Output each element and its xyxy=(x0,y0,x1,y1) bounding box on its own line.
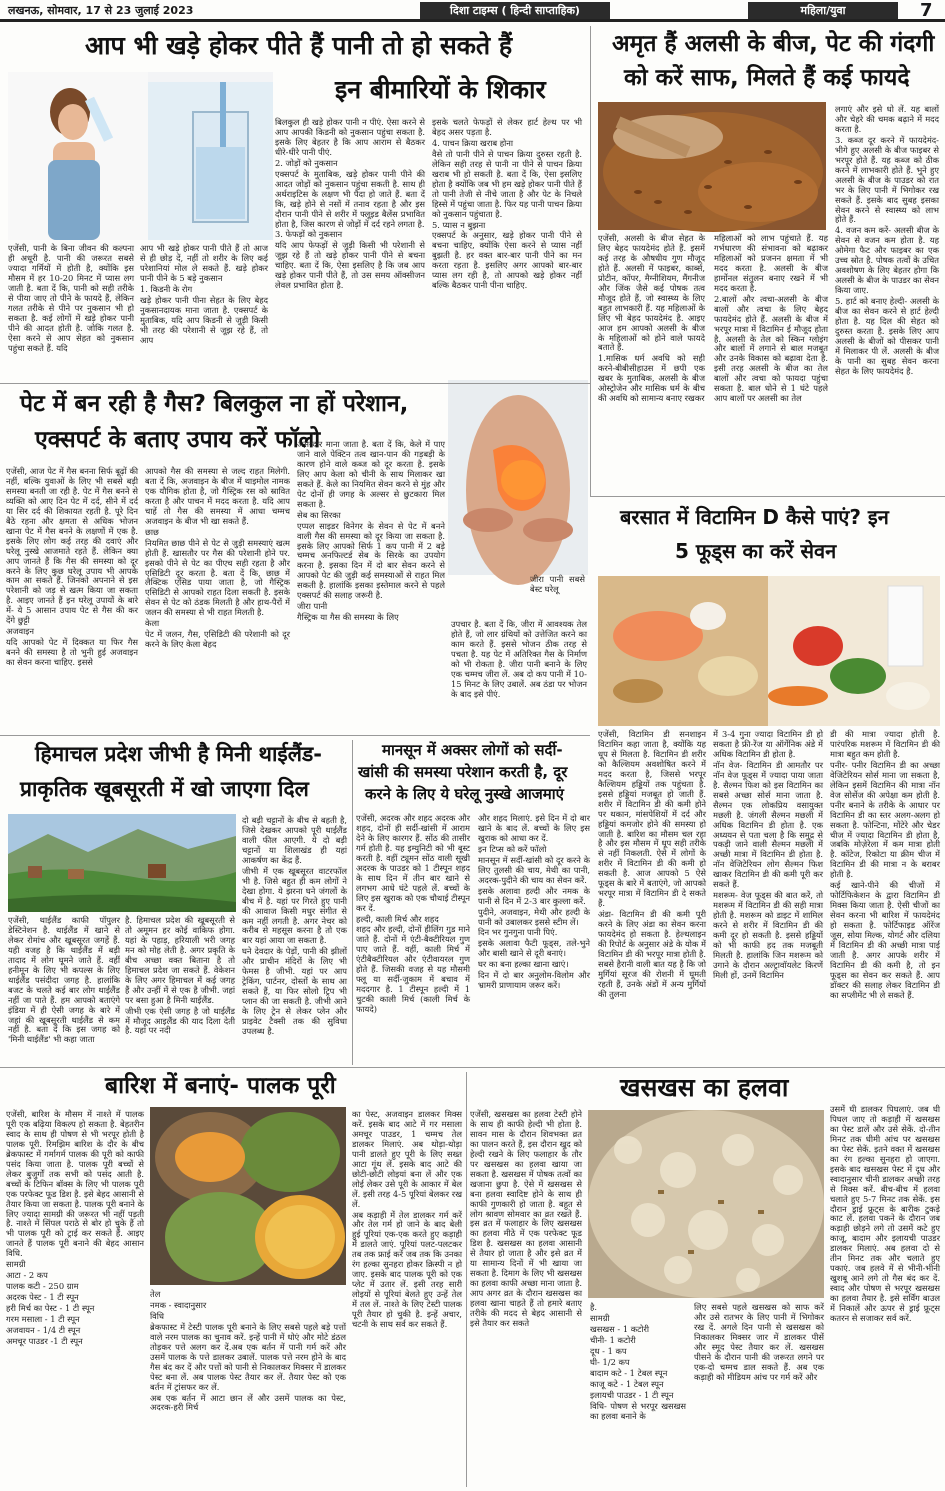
himachal-col-2: है. हिमाचल प्रदेश की खूबसूरती से तो अमूमन हर कोई वाकिफ होगा. यहां के पहाड़, हरियाली भरी जगह मन को मोह लेती है. अगर प्रकृति के बीच अच्छा वक्त बिताना है तो हिमाचल प्रदेश जा सकते हैं. वेकेशन के लिए अगर हिमाचल में कई जगह हैं और उन्हीं में से एक है जीभी. जहां पर बसा हुआ है मिनी थाईलैंड. जीभी एक ऐसी जगह है जो थाईलैंड में मौजूद आइलैंड की याद दिला देती है. यहां पर नदी xyxy=(125,915,235,1036)
vitamin-d-foods-photo xyxy=(598,576,940,726)
flax-headline-1: अमृत हैं अलसी के बीज, पेट की गंदगी xyxy=(612,31,935,57)
divider xyxy=(352,740,353,1065)
section-label: महिला/युवा xyxy=(748,2,898,19)
halwa-col-2: लिए सबसे पहले खसखस को साफ करें और उसे रातभर के लिए पानी में भिगोकर रख दें. अगले दिन पानी से खसखस को निकालकर मिक्सर जार में डालकर पीसें और स्मूद पेस्ट तैयार कर लें. खसखस पीसने के दौरान पानी की जरूरत लगने पर एक-दो चम्मच डाल सकते हैं. अब एक कड़ाही को मीडियम आंच पर गर्म करें और xyxy=(694,1302,824,1382)
dateline: लखनऊ, सोमवार, 17 से 23 जुलाई 2023 xyxy=(8,4,194,17)
monsoon-headline-3: करने के लिए ये घरेलू नुस्खे आजमाएं xyxy=(365,785,564,803)
flax-headline-2: को करें साफ, मिलते हैं कई फायदे xyxy=(624,65,910,91)
water-col-1: एजेंसी, पानी के बिना जीवन की कल्पना ही अधूरी है. पानी की जरूरत सबसे ज्यादा गर्मियों में होती है, क्योंकि इस मौसम में हर 10-20 मिनट में प्यास लग जाती है. बता दें कि, पानी को सही तरीके से पीया जाए तो पीने के फायदे हैं, लेकिन गलत तरीके से पीने पर नुकसान भी हो सकता है. कई लोगों में खड़े होकर पानी पीने की आदत होती है. जोकि गलत है. ऐसा करने से आप सेहत को नुकसान पहुंचा सकते हैं. यदि xyxy=(8,243,134,353)
palak-col-3: का पेस्ट, अजवाइन डालकर मिक्स करें. इसके बाद आटे में गर मसाला अमचूर पाउडर, 1 चम्मच तेल डालकर मिलाएं. अब थोड़ा-थोड़ा पानी डालते हुए पूरी के लिए सख्त आटा गूंथ लें. इसके बाद आटे की छोटी-छोटी लोइयां बना लें और एक लोई लेकर उसे पूरी के आकार में बेल लें. इसी तरह 4-5 पूरियां बेलकर रख लें. अब कड़ाही में तेल डालकर गर्म करें और तेल गर्म हो जाने के बाद बेली हुई पूरियां एक-एक करते हुए कड़ाही में डालते जाएं. पूरियां पलट-पलटकर तब तक फ्राई करें जब तक कि उनका रंग हल्का सुनहरा होकर क्रिस्पी न हो जाए. इसके बाद पालक पूरी को एक प्लेट में उतार लें. इसी तरह सारी लोइयों से पूरियां बेलते हुए उन्हें तेल में तल लें. नाश्ते के लिए टेस्टी पालक पूरी तैयार हो चुकी है. इन्हें अचार, चटनी के साथ सर्व कर सकते हैं. xyxy=(352,1109,462,1330)
monsoon-col-1: एजेंसी, अदरक और शहद अदरक और शहद, दोनों ही सर्दी-खांसी में आराम देने के लिए कारगर हैं. सोंठ की तासीर गर्म होती है. यह इम्युनिटी को भी बूस्ट करती है. वहीं ट्यूमन सोंठ वाली सूखी अदरक के पाउडर को 1 टीस्पून शहद के साथ दिन में तीन बार खाने से लगभग आधे घंटे पहले लें. बच्चों के लिए इस खुराक को एक चौथाई टीस्पून कर दें. हल्दी, काली मिर्च और शहद शहद और हल्दी, दोनों हीलिंग गुड माने जाते हैं. दोनों में एंटी-बैक्टीरियल गुण पाए जाते हैं. वहीं, काली मिर्च में एंटीबैक्टीरियल और एंटीवायरल गुण होते हैं. जिसकी वजह से यह मौसमी फ्लू या सर्दी-जुकाम में बचाव में मददगार है. 1 टीस्पून हल्दी में 1 चुटकी काली मिर्च (काली मिर्च के फायदे) xyxy=(356,813,470,1015)
flax-col-1: एजेंसी, अलसी के बीज सेहत के लिए बेहद फायदेमंद होते हैं. इसमें कई तरह के औषधीय गुण मौजूद होते हैं. अलसी में फाइबर, कार्ब्स, प्रोटीन, कॉपर, मैग्नीशियम, मैंगनीज और जिंक जैसे कई पोषक तत्व मौजूद होते हैं, जो स्वास्थ्य के लिए बहुत लाभकारी हैं. यह महिलाओं के लिए भी बेहद फायदेमंद है. आइए आज हम आपको अलसी के बीज के महिलाओं को होने वाले फायदे बताते हैं. 1.मासिक धर्म अवधि को सही करने-बीबीसीहाउस में छपी एक खबर के मुताबिक, अलसी के बीज ओस्ट्रोजेन और मासिक धर्म के बीच की अवधि को सामान्य बनाए रखकर xyxy=(598,233,705,404)
himachal-headline-1: हिमाचल प्रदेश जीभी है मिनी थाईलैंड- xyxy=(35,742,322,766)
gas-headline-1: पेट में बन रही है गैस? बिलकुल ना हों परेशान, xyxy=(20,391,409,417)
water-col-2: आप भी खड़े होकर पानी पीते हैं तो आज से ही छोड़ दें, नहीं तो शरीर के लिए कई परेशानियां मोल ले सकते हैं. खड़े होकर पानी पीने के 5 बड़े नुकसान 1. किडनी के रोग खड़े होकर पानी पीना सेहत के लिए बेहद नुकसानदायक माना जाता है. एक्सपर्ट के मुताबिक, यदि आप किडनी से जुड़ी किसी भी तरह की परेशानी से जूझ रहे हैं, तो आप xyxy=(140,243,268,345)
water-headline-1: आप भी खड़े होकर पीते हैं पानी तो हो सकते हैं xyxy=(85,31,513,60)
gas-col-1: एजेंसी, आज पेट में गैस बनना सिर्फ बूढ़ों की नहीं, बल्कि युवाओं के लिए भी सबसे बड़ी समस्या बनती जा रही है. पेट में गैस बनने से व्यक्ति को आए दिन पेट में दर्द, सीने में दर्द या सिर दर्द की शिकायत रहती है. पूरे दिन बैठे रहना और क्षमता से अधिक भोजन खाना पेट में गैस बनने के लक्षणों में एक है. इसके लिए लोग कई तरह की दवाएं और घरेलू नुस्खे आजमाते रहते हैं. लेकिन क्या आप जानते हैं कि गैस की समस्या को दूर करने के लिए कुछ घरेलू उपाय भी आपके काम आ सकते हैं. जिनको अपनाने से इस परेशानी को जड़ से खत्म किया जा सकता है. आइए जानते हैं इन घरेलू उपायों के बारे में- ये 5 आसान उपाय पेट से गैस की कर देंगे छुट्टी अजवाइन यदि आपको पेट में दिक्कत या फिर गैस बनने की समस्या है तो भुनी हुई अजवाइन का सेवन करना चाहिए. इससे xyxy=(6,466,138,668)
palak-puri-photo xyxy=(150,1107,346,1285)
divider xyxy=(0,735,590,736)
halwa-col-1: एजेंसी, खसखस का हलवा टेस्टी होने के साथ ही काफी हेल्दी भी होता है. सावन मास के दौरान शिवभक्त व्रत का पालन करते हैं, इस दौरान खुद को हेल्दी रखने के लिए फलाहार के तौर पर खसखस का हलवा खाया जा सकता है. खसखस में पोषक तत्वों का खजाना छुपा है. ऐसे में खसखस से बना हलवा स्वादिष्ट होने के साथ ही काफी गुणकारी हो जाता है. बहुत से लोग श्रावण सोमवार का व्रत रखते हैं. इस व्रत में फलाहार के लिए खसखस का हलवा मीठे में एक परफेक्ट फूड डिश है. खसखस का हलवा आसानी से तैयार हो जाता है और इसे व्रत में या सामान्य दिनों में भी खाया जा सकता है. दिमाग के लिए भी खसखस का हलवा काफी अच्छा माना जाता है. आप अगर व्रत के दौरान खसखस का हलवा खाना चाहते हैं तो हमारे बताए तरीके की मदद से बेहद आसानी से इसे तैयार कर सकते xyxy=(470,1109,582,1329)
himachal-col-3: दो बड़ी चट्टानों के बीच से बहती है, जिसे देखकर आपको पूरी थाईलैंड वाली फील आएगी. ये दो बड़ी चट्टानों या शिलाखंड ही यहां आकर्षण का केंद्र हैं. जीभी में एक खूबसूरत वाटरफॉल भी है. जिसे बहुत ही कम लोगों ने देखा होगा. ये झरना घने जंगलों के बीच में है. यहां पर गिरते हुए पानी की आवाज किसी मधुर संगीत से कम नहीं लगती है. अगर नेचर को करीब से महसूस करना है तो एक बार यहां आया जा सकता है. घने देवदार के पेड़ों, पानी की झीलों और प्राचीन मंदिरों के लिए भी फेमस है जीभी. यहां पर आप ट्रेकिंग, पार्टनर, दोस्तों के साथ आ सकते हैं, या फिर सोलो ट्रिप भी प्लान की जा सकती है. जीभी आने के लिए ट्रेन से लेकर प्लेन और प्राइवेट टैक्सी तक की सुविधा उपलब्ध है. xyxy=(242,815,347,1037)
flax-col-2: महिलाओं को लाभ पहुंचाते हैं. यह गर्भधारण की संभावना को बढ़ाकर महिलाओं को प्रजनन क्षमता में भी मदद करता है. अलसी के बीज हार्मोनल संतुलन बनाए रखने में भी मदद करता है. 2.बालों और त्वचा-अलसी के बीज बालों और त्वचा के लिए बेहद फायदेमंद होते हैं. अलसी के बीज में भरपूर मात्रा में विटामिन ई मौजूद होता है. अलसी के तेल को स्किन ग्लोइंग और बालों में लगाने से बाल मजबूत और उनके विकास को बढ़ावा देता है. इसी तरह अलसी के बीज का तेल बालों और त्वचा को फायदा पहुंचा सकता है. बाल धोने से 1 घंटे पहले आप बालों पर अलसी का तेल xyxy=(714,233,828,404)
jibhi-landscape-photo xyxy=(8,814,236,912)
water-headline-2: इन बीमारियों के शिकार xyxy=(335,75,546,104)
masthead xyxy=(0,0,945,22)
divider xyxy=(590,496,945,497)
halwa-headline: खसखस का हलवा xyxy=(620,1073,789,1102)
gas-headline-2: एक्सपर्ट के बताए उपाय करें फॉलो xyxy=(35,427,321,453)
vitd-col-2: में 3-4 गुना ज्यादा विटामिन डी हो सकता है फ्री-रेंज या ऑर्गेनिक अंडे में अधिक विटामिन डी होता है. नॉन वेज- विटामिन डी आमतौर पर नॉन वेज फूड्स में ज्यादा पाया जाता है. सैल्मन फिश को इस विटामिन का सबसे अच्छा सोर्स माना जाता है. सैल्मन एक लोकप्रिय वसायुक्त मछली है. जंगली सैल्मन मछली में अधिक विटामिन डी होता है. एक अध्ययन से पता चला है कि समुद्र से पकड़ी जाने वाली सैल्मन मछली में अच्छी मात्रा में विटामिन डी होता है. नॉन वेजिटेरियन लोग सैल्मन फिश खाकर विटामिन डी की कमी पूरी कर सकते हैं. मशरूम- वेज फूड्स की बात करें, तो मशरूम में विटामिन डी की सही मात्रा होती है. मशरूम को डाइट में शामिल करने से शरीर में विटामिन डी की कमी दूर हो सकती है. इससे हड्डियों को भी काफी हद तक मजबूती मिलती है. हालांकि जिन मशरूम को उगाने के दौरान अल्ट्रावॉयलेट किरणें मिली हों, उनमें विटामिन xyxy=(713,729,823,980)
flax-col-3: लगाएं और इसे धो लें. यह बालों और चेहरे की चमक बढ़ाने में मदद करता है. 3. कब्ज दूर करने में फायदेमंद- भीगे हुए अलसी के बीज फाइबर से भरपूर होते हैं. यह कब्ज को ठीक करने में लाभकारी होते हैं. भुने हुए अलसी के बीज के पाउडर को रात भर के लिए पानी में भिगोकर रख सकते हैं. इसके बाद सुबह इसका सेवन करने से स्वास्थ्य को लाभ होते हैं. 4. वजन कम करें- अलसी बीज के सेवन से वजन कम होता है. यह ओमेगा फैट और फाइबर का एक उच्च स्रोत है. पोषक तत्वों के उचित अवशोषण के लिए बेहतर होगा कि अलसी के बीज के पाउडर का सेवन किया जाए. 5. हार्ट को बनाए हेल्दी- अलसी के बीज का सेवन करने से हार्ट हेल्दी होता है. यह दिल की सेहत को दुरुस्त करता है. इसके लिए आप अलसी के बीजों को पीसकर पानी में मिलाकर पी लें. अलसी के बीज के पानी का सुबह सेवन करना सेहत के लिए फायदेमंद है. xyxy=(835,104,939,376)
vitd-col-3: डी की मात्रा ज्यादा होती है. पारंपरिक मशरूम में विटामिन डी की मात्रा बहुत कम होती है. पनीर- पनीर विटामिन डी का अच्छा वेजिटेरियन सोर्स माना जा सकता है, लेकिन इसमें विटामिन की मात्रा नॉन वेज सोर्सेज की अपेक्षा कम होती है. पनीर बनाने के तरीके के आधार पर विटामिन डी का स्तर अलग-अलग हो सकता है. फोन्टिना, मोंटेरे और चेडर चीज में ज्यादा विटामिन डी होता है, जबकि मोज़ेरेला में कम मात्रा होती है. कॉटेज, रिकोटा या क्रीम चीज में विटामिन डी की मात्रा न के बराबर होती है. कई खाने-पीने की चीजों में फोर्टिफिकेशन के द्वारा विटामिन डी मिक्स किया जाता है. ऐसी चीजों का सेवन करना भी बारिश में फायदेमंद हो सकता है. फोर्टिफाइड ऑरेंज जूस, सोया मिल्क, योगर्ट और दलिया में विटामिन डी की अच्छी मात्रा पाई जाती है. अगर आपके शरीर में विटामिन डी की कमी है, तो इन फूड्स का सेवन कर सकते हैं. आप डॉक्टर की सलाह लेकर विटामिन डी का सप्लीमेंट भी ले सकते हैं. xyxy=(830,729,940,1000)
stomach-ache-photo xyxy=(448,380,588,575)
himachal-col-1: एजेंसी, थाईलैंड काफी पॉपुलर डेस्टिनेशन है. थाईलैंड में खाने से लेकर रोमांच और खूबसूरत जगहें हैं. यही वजह है कि थाईलैंड में बड़ी तादाद में लोग घूमने जाते हैं. वहीं हनीमून के लिए भी कपल्स के लिए थाईलैंड पसंदीदा जगह है. हालांकि बजट के चलते कई बार लोग थाईलैंड नहीं जा पाते हैं. हम आपको बताएंगे इंडिया में ही ऐसी जगह के बारे में जहां की खूबसूरती थाईलैंड से कम नहीं है. बता दें कि इस जगह को 'मिनी थाईलैंड' भी कहा जाता xyxy=(8,915,120,1045)
divider xyxy=(466,1072,467,1487)
monsoon-col-2: और शहद मिलाएं. इसे दिन में दो बार खाने के बाद लें. बच्चों के लिए इस खुराक को आधा कर दें. इन टिप्स को करें फॉलो मानसून में सर्दी-खांसी को दूर करने के लिए तुलसी की चाय, मेथी का पानी, अदरक-पुदीने की चाय का सेवन करें. इसके अलावा हल्दी और नमक के पानी से दिन में 2-3 बार कुल्ला करें. पुदीने, अजवाइन, मेथी और हल्दी के पानी को उबालकर इससे स्टीम लें। दिन भर गुनगुना पानी पिएं. इसके अलावा फैटी फूड्स, तले-भुने और बासी खाने से दूरी बनाएं। घर का बना हल्का खाना खाएं। दिन में दो बार अनुलोम-विलोम और भ्रामरी प्राणायाम जरूर करें। xyxy=(478,813,590,991)
flax-seeds-photo xyxy=(598,102,826,230)
gas-col-4a: जीरा पानी सबसे बेस्ट घरेलू xyxy=(530,574,585,594)
woman-drinking-water-photo xyxy=(8,72,273,240)
gas-col-3: असरदार माना जाता है. बता दें कि, केले में पाए जाने वाले पेक्टिन तत्व खान-पान की गड़बड़ी के कारण होने वाले कब्ज को दूर करता है. इसके लिए आप केला को चीनी के साथ मिलाकर खा सकते हैं. केले का नियमित सेवन करने से मुंह और पेट दोनों ही जगह के अल्सर से छुटकारा मिल सकता है. सेब का सिरका एप्पल साइडर विनेगर के सेवन से पेट में बनने वाली गैस की समस्या को दूर किया जा सकता है. इसके लिए आपको सिर्फ 1 कप पानी में 2 बड़े चम्मच अनफिल्टर्ड सेब के सिरके का उपयोग करना है. इसका दिन में दो बार सेवन करने से आपको पेट की जुड़ी कई समस्याओं से राहत मिल सकती है. हालांकि इसका इस्तेमाल करने से पहले एक्सपर्ट की सलाह जरूरी है. जीरा पानी गैस्ट्रिक या गैस की समस्या के लिए xyxy=(297,439,445,623)
palak-col-1: एजेंसी, बारिश के मौसम में नाश्ते में पालक पूरी एक बढ़िया विकल्प हो सकता है. बेहतरीन स्वाद के साथ ही पोषण से भी भरपूर होती है पालक पूरी. रिमझिम बारिश के दौर के बीच ब्रेकफास्ट में गर्मागर्म पालक की पूरी को काफी पसंद किया जाता है. पालक पूरी बच्चों से लेकर बुजुर्गों तक सभी को पसंद आती है. बच्चों के टिफिन बॉक्स के लिए भी पालक पूरी एक परफेक्ट फूड डिश है. इसे बेहद आसानी से तैयार किया जा सकता है. पालक पूरी बनाने के लिए ज्यादा सामग्री की जरूरत भी नहीं पड़ती है. नाश्ते में सिंपल पराठे से बोर हो चुके हैं तो भी पालक पूरी को ट्राई कर सकते हैं. आइए जानते हैं पालक पूरी बनाने की बेहद आसान विधि. सामग्री आटा - 2 कप पालक कटी - 250 ग्राम अदरक पेस्ट - 1 टी स्पून हरी मिर्च का पेस्ट - 1 टी स्पून गरम मसाला - 1 टी स्पून अजवायन - 1/4 टी स्पून अमचूर पाउडर -1 टी स्पून xyxy=(6,1109,144,1346)
vitd-headline-2: 5 फूड्स का करें सेवन xyxy=(675,539,837,563)
halwa-col-3: उसमें घी डालकर पिघलाएं. जब घी पिघल जाए तो कड़ाही में खसखस का पेस्ट डालें और उसे सेकें. दो-तीन मिनट तक धीमी आंच पर खसखस का पेस्ट सेकें. इतने वक्त में खसखस का रंग हल्का सुनहरा हो जाएगा. इसके बाद खसखस पेस्ट में दूध और स्वादानुसार चीनी डालकर अच्छी तरह से मिक्स करें. बीच-बीच में हलवा चलाते हुए 5-7 मिनट तक सेकें. इस दौरान ड्राई फ्रूट्स के बारीक टुकड़े काट लें. हलवा पकने के दौरान जब कड़ाही छोड़ने लगे तो उसमें कटे हुए काजू, बादाम और इलायची पाउडर डालकर मिलाएं. अब हलवा दो से तीन मिनट तक और चलाते हुए पकाएं. जब हलवे में से भीनी-भीनी खुशबू आने लगे तो गैस बंद कर दें. स्वाद और पोषण से भरपूर खसखस का हलवा तैयार है. इसे सर्विंग बाउल में निकालें और ऊपर से ड्राई फ्रूट्स कतरन से सजाकर सर्व करें. xyxy=(830,1104,940,1324)
khaskhas-halwa-photo xyxy=(588,1110,824,1298)
gas-col-4b: उपचार है. बता दें कि, जीरा में आवश्यक तेल होते हैं, जो लार ग्रंथियों को उत्तेजित करने का काम करते हैं. इससे भोजन ठीक तरह से पचता है. यह पेट में अतिरिक्त गैस के निर्माण को भी रोकता है. जीरा पानी बनाने के लिए एक चम्मच जीरा लें. अब दो कप पानी में 10-15 मिनट के लिए उबालें. अब ठंडा पर भोजन के बाद इसे पीएं. xyxy=(451,619,587,699)
paper-name: दिशा टाइम्स ( हिन्दी साप्ताहिक) xyxy=(420,2,610,19)
palak-col-2: तेल नमक - स्वादानुसार विधि ब्रेकफास्ट में टेस्टी पालक पूरी बनाने के लिए सबसे पहले बड़े पत्तों वाले नरम पालक का चुनाव करें. इन्हें पानी में धोएं और मोटे डंठल तोड़कर पत्ते अलग कर दें.अब एक बर्तन में पानी गर्म करें और उसमें पालक के पत्ते डालकर उबालें. पालक पत्ते नरम होने के बाद गैस बंद कर दें और पत्तों को पानी से निकालकर मिक्सर में डालकर पेस्ट बना लें. अब पालक पेस्ट तैयार कर लें. तैयार पेस्ट को एक बर्तन में ट्रांसफर कर लें. अब एक बर्तन में आटा छान लें और उसमें पालक का पेस्ट, अदरक-हरी मिर्च xyxy=(150,1289,346,1413)
palak-headline: बारिश में बनाएं- पालक पूरी xyxy=(105,1073,336,1099)
water-col-4: इसके चलते फेफड़ों से लेकर हार्ट हेल्थ पर भी बेहद असर पड़ता है. 4. पाचन क्रिया खराब होना वैसे तो पानी पीने से पाचन क्रिया दुरुस्त रहती है. लेकिन सही तरह से पानी ना पीने से पाचन क्रिया खराब भी हो सकती है. बता दें कि, ऐसा इसलिए होता है क्योंकि जब भी हम खड़े होकर पानी पीते हैं तो पानी तेजी से नीचे जाता है और पेट के निचले हिस्से में पहुंचा जाता है. फिर यह पानी पाचन क्रिया को नुकसान पहुंचाता है. 5. प्यास न बुझना एक्सपर्ट के अनुसार, खड़े होकर पानी पीने से बचना चाहिए, क्योंकि ऐसा करने से प्यास नहीं बुझती है. हर वक्त बार-बार पानी पीने का मन करता रहता है. इसलिए अगर आपको बार-बार प्यास लग रही है, तो आपको खड़े होकर नहीं बल्कि बैठकर पानी पीना चाहिए. xyxy=(432,117,582,291)
gas-col-2: आपको गैस की समस्या से जल्द राहत मिलेगी. बता दें कि, अजवाइन के बीज में थाइमोल नामक एक यौगिक होता है, जो गैस्ट्रिक रस को स्रावित करता है और पाचन में मदद करता है. यदि आप चाहें तो गैस की समस्या में आधा चम्मच अजवाइन के बीज भी खा सकते हैं. छाछ नियमित छाछ पीने से पेट से जुड़ी समस्याएं खत्म होती हैं. खासतौर पर गैस की परेशानी होने पर. इसको पीने से पेट का पीएच सही रहता है और एसिडिटी दूर करता है. बता दें कि, छाछ में लैक्टिक एसिड पाया जाता है, जो गैस्ट्रिक एसिडिटी से आपको राहत दिला सकती है. इसके सेवन से पेट को ठंडक मिलती है और हाथ-पैरों में जलन की समस्या से भी राहत मिलती है. केला पेट में जलन, गैस, एसिडिटी की परेशानी को दूर करने के लिए केला बेहद xyxy=(145,466,290,650)
vitd-col-1: एजेंसी, विटामिन डी सनशाइन विटामिन कहा जाता है, क्योंकि यह धूप से मिलता है. विटामिन डी शरीर को कैल्शियम अवशोषित करने में मदद करता है, जिससे भरपूर कैल्शियम हड्डियों तक पहुंचता है. इससे हड्डियां मजबूत हो जाती हैं. शरीर में विटामिन डी की कमी होने पर थकान, मांसपेशियों में दर्द और हड्डियां कमजोर होने की समस्या हो जाती है. बारिश का मौसम चल रहा है और इस मौसम में धूप सही तरीके से नहीं निकलती. ऐसे में लोगों के शरीर में विटामिन डी की कमी हो सकती है. आज आपको 5 ऐसे फूड्स के बारे में बताएंगे, जो आपको भरपूर मात्रा में विटामिन डी दे सकते हैं. अंडा- विटामिन डी की कमी पूरी करने के लिए अंडा का सेवन करना फायदेमंद हो सकता है. हेल्थलाइन की रिपोर्ट के अनुसार अंडे के योक में विटामिन डी की भरपूर मात्रा होती है. सबसे हैरानी वाली बात यह है कि जो मुर्गियां सूरज की रोशनी में घूमती रहती हैं, उनके अंडों में अन्य मुर्गियों की तुलना xyxy=(598,729,706,999)
divider xyxy=(590,26,591,496)
himachal-headline-2: प्राकृतिक खूबसूरती में खो जाएगा दिल xyxy=(20,777,309,801)
monsoon-headline-2: खांसी की समस्या परेशान करती है, दूर xyxy=(358,763,568,781)
monsoon-headline-1: मानसून में अक्सर लोगों को सर्दी- xyxy=(382,741,563,759)
divider xyxy=(0,1067,945,1068)
page-number: 7 xyxy=(920,0,933,21)
divider xyxy=(0,383,590,384)
water-col-3: बिलकुल ही खड़े होकर पानी न पीएं. ऐसा करने से आप आपकी किडनी को नुकसान पहुंचा सकता है. इसके लिए बेहतर है कि आप आराम से बैठकर धीरे-धीरे पानी पीएं. 2. जोड़ों को नुकसान एक्सपर्ट के मुताबिक, खड़े होकर पानी पीने की आदत जोड़ों को नुकसान पहुंचा सकती है. साथ ही अर्थराइटिस के लक्षण भी पैदा हो जाते हैं. बता दें कि, खड़े होने से नसों में तनाव रहता है और इस दौरान पानी पीने से शरीर में फ्लूइड बैलेंस प्रभावित होता है, जिस कारण से जोड़ों में दर्द रहने लगता है. 3. फेफड़ों को नुकसान यदि आप फेफड़ों से जुड़ी किसी भी परेशानी से जूझ रहे हैं तो खड़े होकर पानी पीने से बचना चाहिए. बता दें कि, ऐसा इसलिए है कि जब आप खड़े होकर पानी पीते हैं, तो उस समय ऑक्सीजन लेवल प्रभावित होता है. xyxy=(275,117,425,291)
halwa-recipe: है. सामग्री खसखस - 1 कटोरी चीनी- 1 कटोरी दूध - 1 कप घी- 1/2 कप बादाम कटे - 1 टेबल स्पून काजू कटे - 1 टेबल स्पून इलायची पाउडर - 1 टी स्पून विधि- पोषण से भरपूर खसखस का हलवा बनाने के xyxy=(590,1302,686,1421)
vitd-headline-1: बरसात में विटामिन D कैसे पाएं? इन xyxy=(620,505,889,529)
